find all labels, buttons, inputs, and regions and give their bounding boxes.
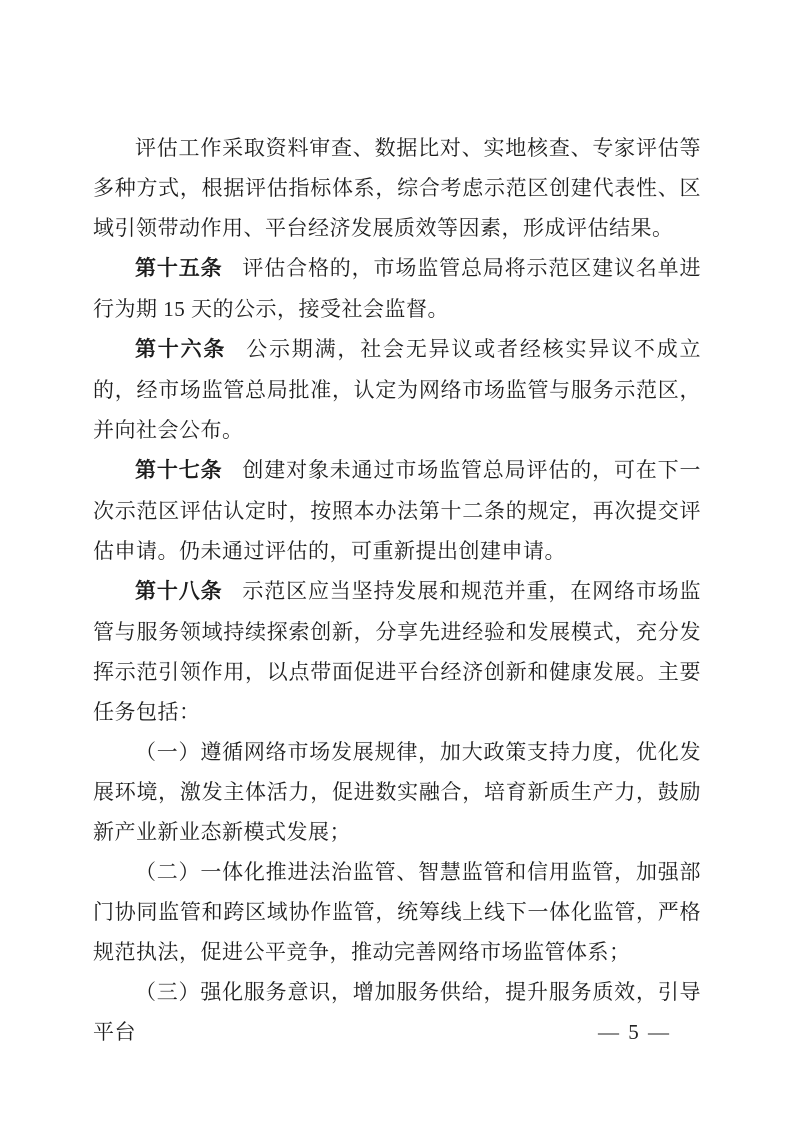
paragraph-text: 评估工作采取资料审查、数据比对、实地核查、专家评估等多种方式，根据评估指标体系，综合考虑示范区创建代表性、区域引领带动作用、平台经济发展质效等因素，形成评估结果。 [93, 136, 701, 240]
paragraph-article-17 [93, 450, 701, 571]
paragraph-text: （二）一体化推进法治监管、智慧监管和信用监管，加强部门协同监管和跨区域协作监管，统筹线上线下一体化监管，严格规范执法，促进公平竞争，推动完善网络市场监管体系； [93, 860, 701, 964]
paragraph-text: 评估合格的，市场监管总局将示范区建议名单进行为期 15 天的公示，接受社会监督。 [93, 256, 702, 321]
paragraph-article-18 [93, 571, 701, 732]
article-number: 第十五条 [135, 257, 223, 280]
document-body [93, 128, 701, 1052]
paragraph-article-16 [93, 329, 701, 450]
paragraph-text: （三）强化服务意识，增加服务供给，提升服务质效，引导平台 [93, 980, 701, 1044]
article-number: 第十八条 [135, 580, 223, 603]
page-number: — 5 — [598, 1020, 671, 1044]
paragraph-item-2 [93, 852, 701, 972]
paragraph-text: （一）遵循网络市场发展规律，加大政策支持力度，优化发展环境，激发主体活力，促进数实融合，培育新质生产力，鼓励新产业新业态新模式发展； [93, 740, 701, 844]
paragraph-text: 示范区应当坚持发展和规范并重，在网络市场监管与服务领域持续探索创新，分享先进经验和发展模式，充分发挥示范引领作用，以点带面促进平台经济创新和健康发展。主要任务包括： [93, 579, 702, 724]
paragraph-item-1 [93, 732, 701, 852]
article-number: 第十六条 [135, 338, 227, 361]
paragraph [93, 128, 701, 248]
paragraph-article-15 [93, 248, 701, 329]
article-number: 第十七条 [135, 459, 223, 482]
paragraph-text: 创建对象未通过市场监管总局评估的，可在下一次示范区评估认定时，按照本办法第十二条的规定，再次提交评估申请。仍未通过评估的，可重新提出创建申请。 [93, 458, 702, 563]
paragraph-text: 公示期满，社会无异议或者经核实异议不成立的，经市场监管总局批准，认定为网络市场监管与服务示范区，并向社会公布。 [93, 337, 702, 442]
